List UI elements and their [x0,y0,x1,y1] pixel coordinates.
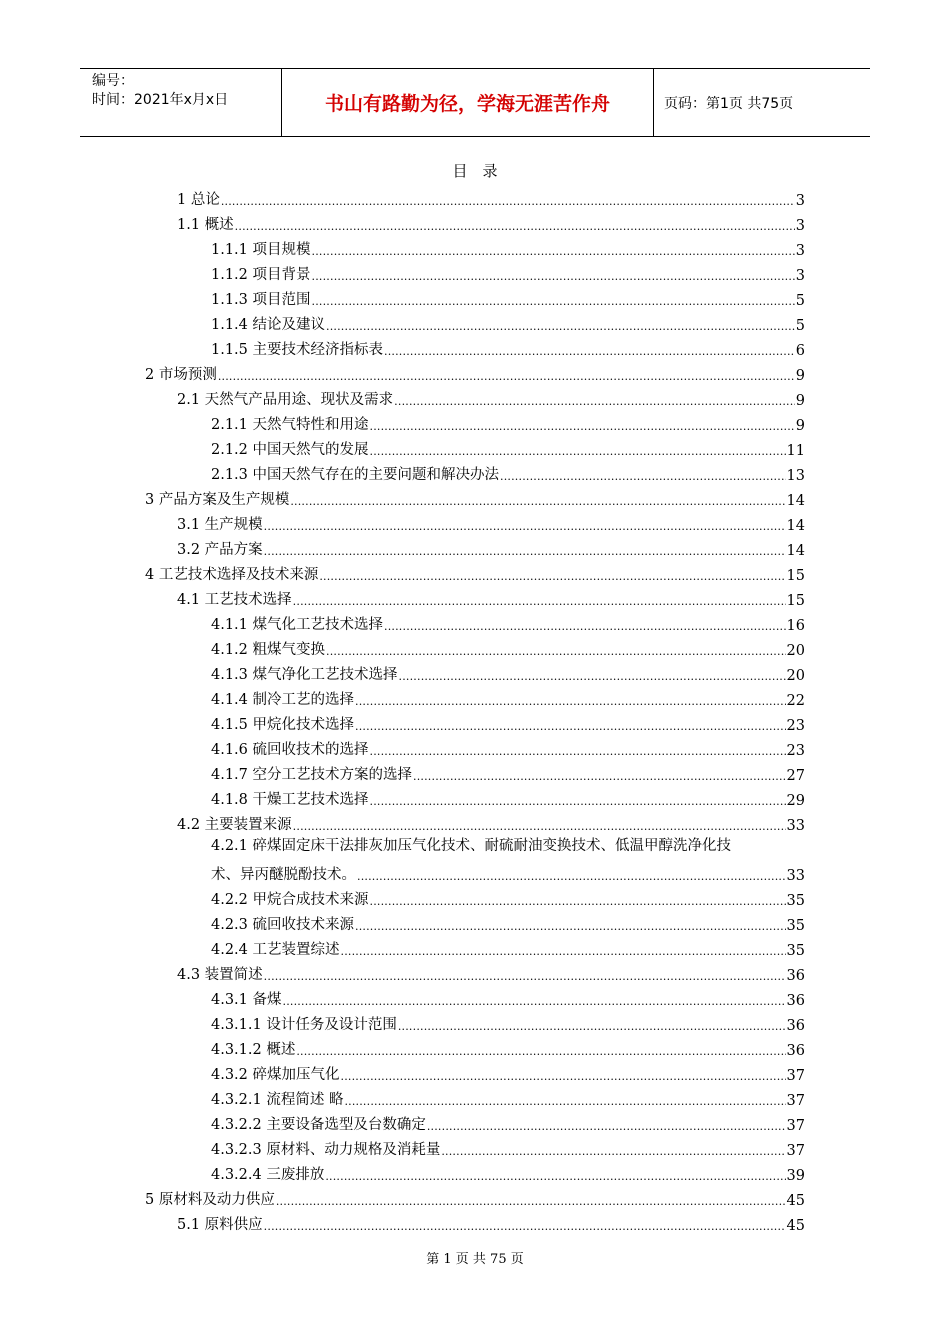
toc-entry[interactable]: 4.1 工艺技术选择 ..... 15 [177,584,805,609]
toc-entry[interactable]: 2.1.1 天然气特性和用途 ..... 9 [211,409,805,434]
toc-entry[interactable]: 5.1 原料供应 ..... 45 [177,1209,805,1234]
toc-entry[interactable]: 4.3.2 碎煤加压气化 ..... 37 [211,1059,805,1084]
toc-entry[interactable]: 4.1.8 干燥工艺技术选择 ..... 29 [211,784,805,809]
toc-entry[interactable]: 4.3 装置简述 ..... 36 [177,959,805,984]
toc-entry[interactable]: 4.2.2 甲烷合成技术来源 ..... 35 [211,884,805,909]
toc-entry[interactable]: 2.1.2 中国天然气的发展 ..... 11 [211,434,805,459]
toc-entry[interactable]: 3 产品方案及生产规模 ..... 14 [145,484,805,509]
toc-entry[interactable]: 1.1.1 项目规模 ..... 3 [211,234,805,259]
toc-entry[interactable]: 1.1 概述 ..... 3 [177,209,805,234]
toc-entry[interactable]: 4.1.6 硫回收技术的选择 ..... 23 [211,734,805,759]
toc-entry[interactable]: 4.1.7 空分工艺技术方案的选择 ..... 27 [211,759,805,784]
toc-entry[interactable]: 4 工艺技术选择及技术来源 ..... 15 [145,559,805,584]
toc-entry[interactable]: 4.2.3 硫回收技术来源 ..... 35 [211,909,805,934]
toc-entry-wrapped-line[interactable]: 4.2.1 碎煤固定床干法排灰加压气化技术、耐硫耐油变换技术、低温甲醇洗净化技 [211,838,732,854]
toc-entry[interactable]: 4.1.4 制冷工艺的选择 ..... 22 [211,684,805,709]
header-page-info: 页码：第1页 共75页 [664,95,794,112]
toc-entry[interactable]: 1.1.3 项目范围 ..... 5 [211,284,805,309]
page-footer: 第 1 页 共 75 页 [426,1252,524,1267]
toc-entry[interactable]: 4.2.4 工艺装置综述 ..... 35 [211,934,805,959]
toc-entry[interactable]: 1.1.2 项目背景 ..... 3 [211,259,805,284]
toc-entry[interactable]: 4.3.1.1 设计任务及设计范围 ..... 36 [211,1009,805,1034]
toc-entry[interactable]: 4.3.2.4 三废排放 ..... 39 [211,1159,805,1184]
toc-entry[interactable]: 3.1 生产规模 ..... 14 [177,509,805,534]
toc-entry[interactable]: 4.1.1 煤气化工艺技术选择 ..... 16 [211,609,805,634]
toc-entry[interactable]: 4.1.5 甲烷化技术选择 ..... 23 [211,709,805,734]
toc-entry[interactable]: 4.3.1 备煤 ..... 36 [211,984,805,1009]
toc-entry[interactable]: 4.1.3 煤气净化工艺技术选择 ..... 20 [211,659,805,684]
toc-entry[interactable]: 1 总论 ..... 3 [177,184,805,209]
document-date: 时间：2021年x月x日 [92,92,229,108]
toc-entry[interactable]: 4.1.2 粗煤气变换 ..... 20 [211,634,805,659]
toc-title: 目 录 [452,162,498,180]
toc-entry[interactable]: 2.1 天然气产品用途、现状及需求 ..... 9 [177,384,805,409]
toc-entry[interactable]: 3.2 产品方案 ..... 14 [177,534,805,559]
toc-entry[interactable]: 4.2 主要装置来源 ..... 33 [177,809,805,834]
toc-entry[interactable]: 4.3.2.1 流程简述 略 ..... 37 [211,1084,805,1109]
page-header [80,68,870,137]
toc-entry[interactable]: 1.1.5 主要技术经济指标表 ..... 6 [211,334,805,359]
toc-entry[interactable]: 1.1.4 结论及建议 ..... 5 [211,309,805,334]
document-number: 编号： [92,73,134,89]
toc-entry[interactable]: 术、异丙醚脱酚技术。 ..... 33 [211,859,805,884]
header-motto: 书山有路勤为径，学海无涯苦作舟 [282,69,654,136]
toc-entry[interactable]: 2 市场预测 ..... 9 [145,359,805,384]
toc-entry[interactable]: 4.3.2.3 原材料、动力规格及消耗量 ..... 37 [211,1134,805,1159]
header-meta [80,69,282,136]
toc-entry[interactable]: 5 原材料及动力供应 ..... 45 [145,1184,805,1209]
toc-entry[interactable]: 4.3.1.2 概述 ..... 36 [211,1034,805,1059]
toc-entry[interactable]: 2.1.3 中国天然气存在的主要问题和解决办法 ..... 13 [211,459,805,484]
toc-entry[interactable]: 4.3.2.2 主要设备选型及台数确定 ..... 37 [211,1109,805,1134]
